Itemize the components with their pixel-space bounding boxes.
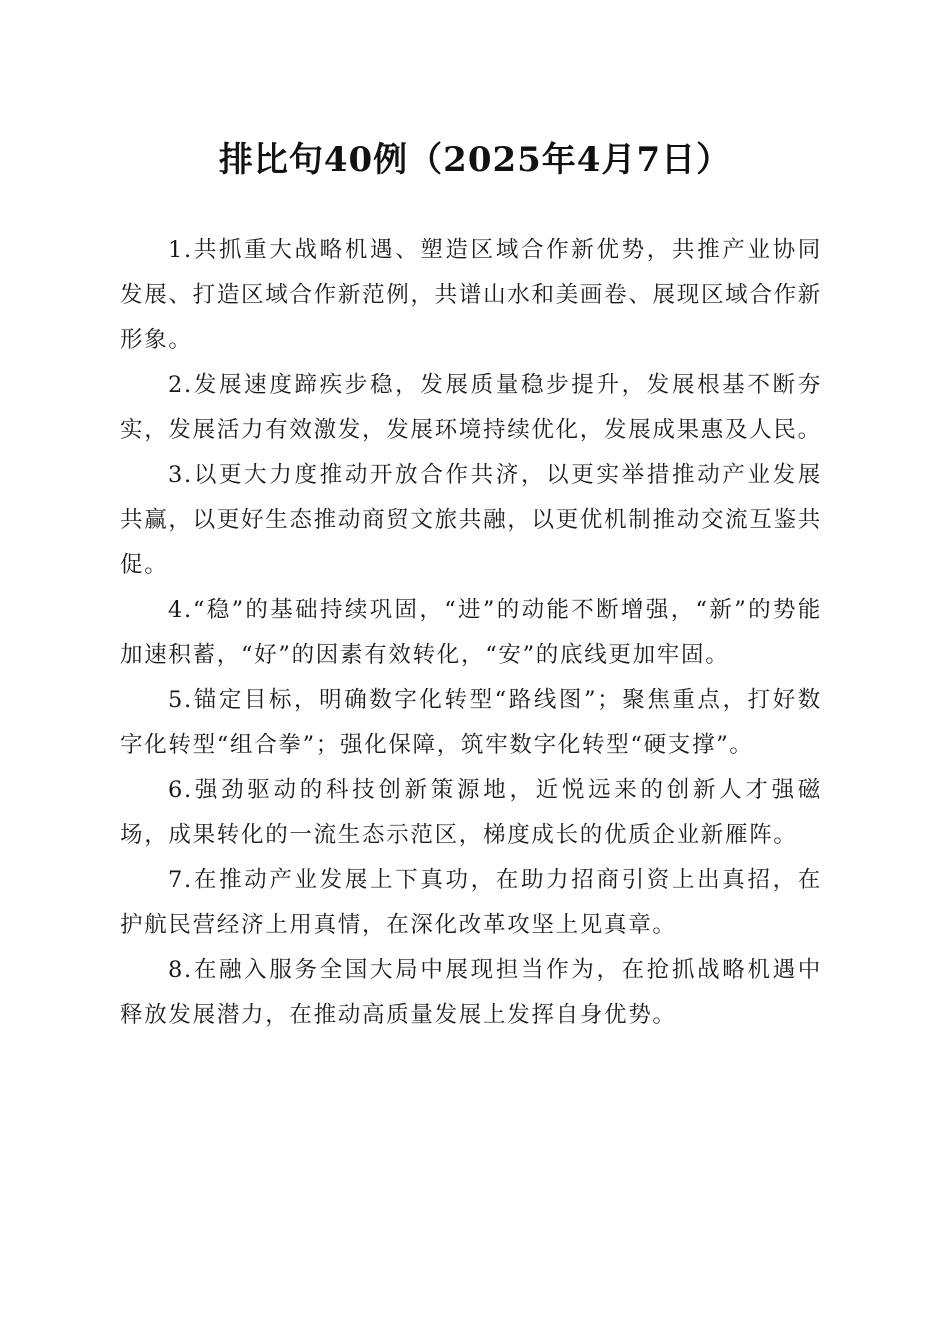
paragraph-1: 1.共抓重大战略机遇、塑造区域合作新优势，共推产业协同发展、打造区域合作新范例，共谱山水和美画卷、展现区域合作新形象。 bbox=[120, 237, 822, 353]
paragraph-8: 8.在融入服务全国大局中展现担当作为，在抢抓战略机遇中释放发展潜力，在推动高质量发展上发挥自身优势。 bbox=[120, 957, 822, 1028]
paragraph-5: 5.锚定目标，明确数字化转型“路线图”；聚焦重点，打好数字化转型“组合拳”；强化保障，筑牢数字化转型“硬支撑”。 bbox=[120, 687, 822, 758]
paragraph-4: 4.“稳”的基础持续巩固，“进”的动能不断增强，“新”的势能加速积蓄，“好”的因素有效转化，“安”的底线更加牢固。 bbox=[120, 597, 822, 668]
paragraph-2: 2.发展速度蹄疾步稳，发展质量稳步提升，发展根基不断夯实，发展活力有效激发，发展环境持续优化，发展成果惠及人民。 bbox=[120, 372, 822, 443]
page-title: 排比句40例（2025年4月7日） bbox=[218, 140, 732, 180]
paragraph-6: 6.强劲驱动的科技创新策源地，近悦远来的创新人才强磁场，成果转化的一流生态示范区，梯度成长的优质企业新雁阵。 bbox=[120, 777, 822, 848]
paragraph-3: 3.以更大力度推动开放合作共济，以更实举措推动产业发展共赢，以更好生态推动商贸文旅共融，以更优机制推动交流互鉴共促。 bbox=[120, 462, 822, 578]
paragraph-7: 7.在推动产业发展上下真功，在助力招商引资上出真招，在护航民营经济上用真情，在深化改革攻坚上见真章。 bbox=[120, 867, 822, 938]
document-body bbox=[120, 228, 822, 1038]
